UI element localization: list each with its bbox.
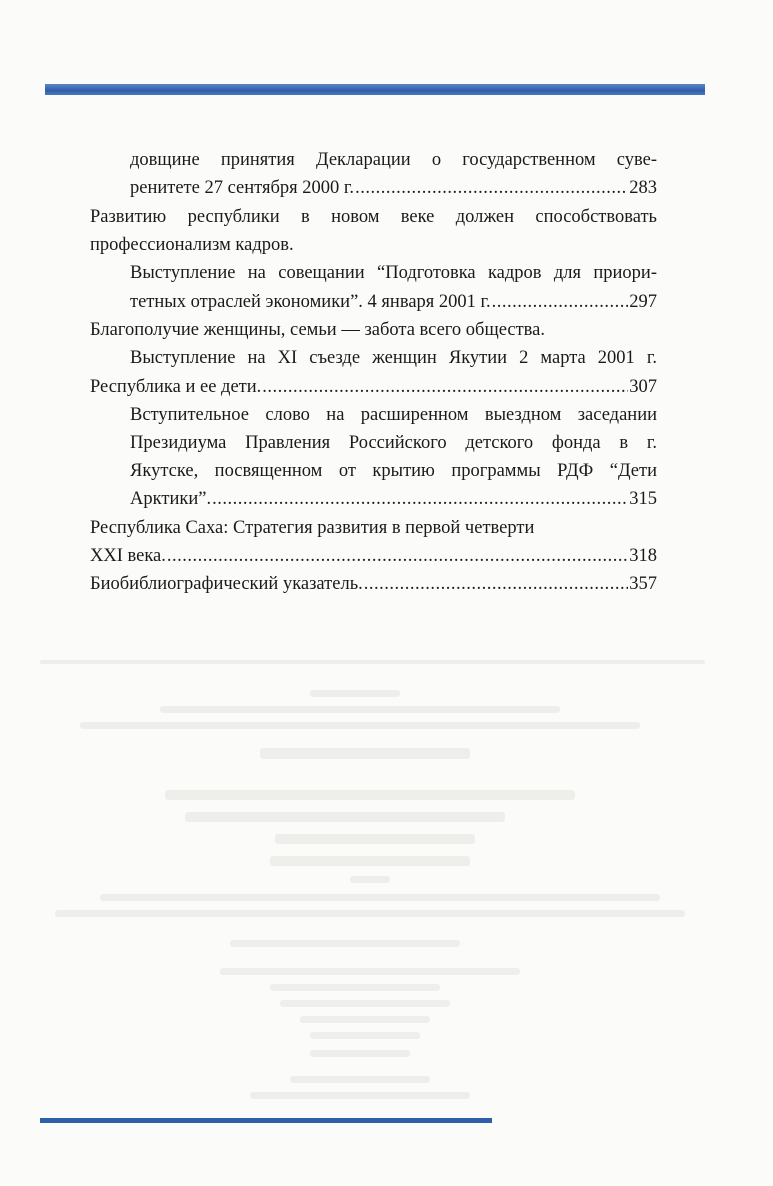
page-number: 307 [629,377,657,397]
toc-entry[interactable] [130,176,657,200]
dot-leader [492,290,629,314]
ghost-line [160,706,560,713]
ghost-line [280,1000,450,1007]
toc-entry[interactable] [130,290,657,314]
dot-leader [212,487,628,511]
ghost-line [250,1092,470,1099]
toc-text: Вступительное слово на расширенном выездном заседании [130,405,657,425]
toc-text: Арктики”. [130,489,212,509]
toc-text: довщине принятия Декларации о государственном суве- [130,150,657,170]
ghost-line [310,1032,420,1039]
dot-leader [355,176,628,200]
ghost-line [220,968,520,975]
ghost-line [230,940,460,947]
toc-text: Республика и ее дети. [90,377,262,397]
ghost-rule [40,660,705,664]
toc-line [130,459,657,483]
toc-text: Биобиблиографический указатель. [90,574,363,594]
ghost-line [100,894,660,901]
ghost-line [275,834,475,844]
page-number: 283 [629,178,657,198]
dot-leader [167,544,628,568]
top-decorative-band [45,84,705,95]
toc-text: Выступление на совещании “Подготовка кадров для приори- [130,263,657,283]
toc-text: профессионализм кадров. [90,235,294,255]
ghost-line [290,1076,430,1083]
toc-line [130,346,657,370]
toc-line [90,205,657,229]
toc-text: Развитию республики в новом веке должен способствовать [90,207,657,227]
dot-leader [262,375,628,399]
toc-text: ренитете 27 сентября 2000 г. [130,178,355,198]
toc-entry[interactable] [90,572,657,596]
ghost-line [350,876,390,883]
ghost-line [310,690,400,697]
toc-entry[interactable] [130,487,657,511]
page-number: 318 [629,546,657,566]
toc-line [130,403,657,427]
toc-entry[interactable] [90,544,657,568]
page-number: 315 [629,489,657,509]
page-number: 297 [629,292,657,312]
ghost-line [310,1050,410,1057]
ghost-line [165,790,575,800]
toc-text: тетных отраслей экономики”. 4 января 2001 г. [130,292,491,312]
toc-line [130,148,657,172]
ghost-line [270,856,470,866]
toc-line [90,318,545,342]
toc-text: XXI века. [90,546,166,566]
toc-line [130,431,657,455]
toc-line [130,261,657,285]
ghost-line [185,812,505,822]
toc-text: Благополучие женщины, семьи — забота всего общества. [90,320,546,340]
ghost-line [80,722,640,729]
ghost-line [270,984,440,991]
dot-leader [364,572,628,596]
toc-text: Выступление на XI съезде женщин Якутии 2 марта 2001 г. [130,348,657,368]
toc-text: Президиума Правления Российского детского фонда в г. [130,433,657,453]
ghost-line [55,910,685,917]
page-number: 357 [629,574,657,594]
toc-text: Республика Саха: Стратегия развития в первой четверти [90,518,535,538]
toc-line [90,516,534,540]
toc-line [90,233,294,257]
ghost-line [260,748,470,759]
toc-entry[interactable] [90,375,657,399]
ghost-line [300,1016,430,1023]
bottom-decorative-rule [40,1118,492,1123]
toc-text: Якутске, посвященном от крытию программы РДФ “Дети [130,461,657,481]
